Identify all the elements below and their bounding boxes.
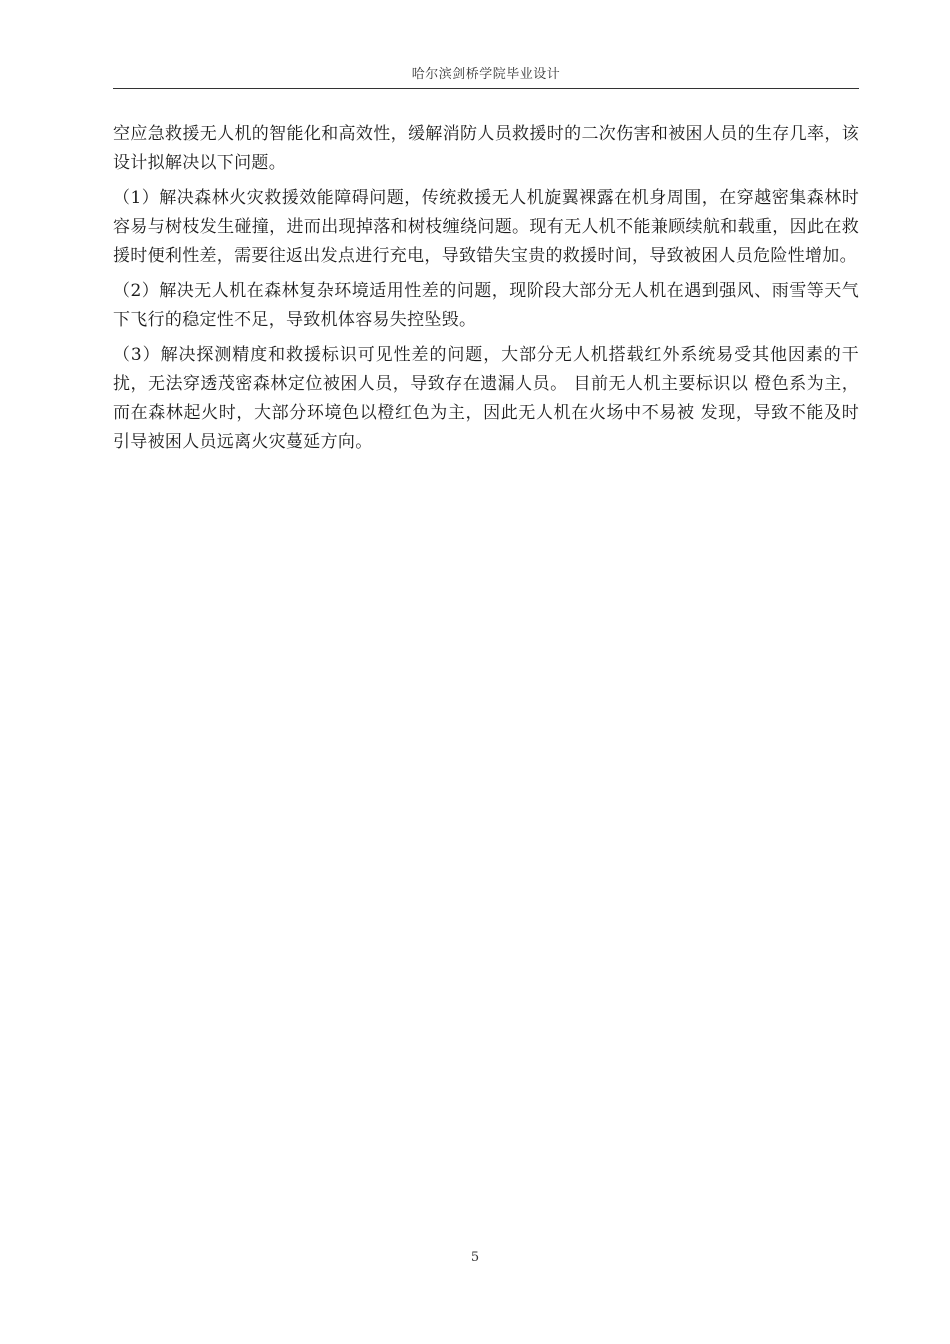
- page-number: 5: [470, 1250, 480, 1265]
- paragraph-problem-3: （3）解决探测精度和救援标识可见性差的问题，大部分无人机搭载红外系统易受其他因素的干扰，无法穿透茂密森林定位被困人员，导致存在遗漏人员。 目前无人机主要标识以 橙色系为主，而在森林起火时，大部分环境色以橙红色为主，因此无人机在火场中不易被 发现，导致不能及时引导被困人员远离火灾蔓延方向。: [113, 345, 859, 452]
- page-header: [113, 66, 859, 89]
- paragraph-problem-1: （1）解决森林火灾救援效能障碍问题，传统救援无人机旋翼裸露在机身周围，在穿越密集森林时容易与树枝发生碰撞，进而出现掉落和树枝缠绕问题。现有无人机不能兼顾续航和载重，因此在救援时便利性差，需要往返出发点进行充电，导致错失宝贵的救援时间，导致被困人员危险性增加。: [113, 188, 859, 266]
- header-title: 哈尔滨剑桥学院毕业设计: [411, 67, 561, 82]
- paragraph-intro: 空应急救援无人机的智能化和高效性，缓解消防人员救援时的二次伤害和被困人员的生存几率，该设计拟解决以下问题。: [113, 124, 859, 173]
- paragraph-problem-2: （2）解决无人机在森林复杂环境适用性差的问题，现阶段大部分无人机在遇到强风、雨雪等天气下飞行的稳定性不足，导致机体容易失控坠毁。: [113, 281, 859, 330]
- document-body: [113, 120, 859, 457]
